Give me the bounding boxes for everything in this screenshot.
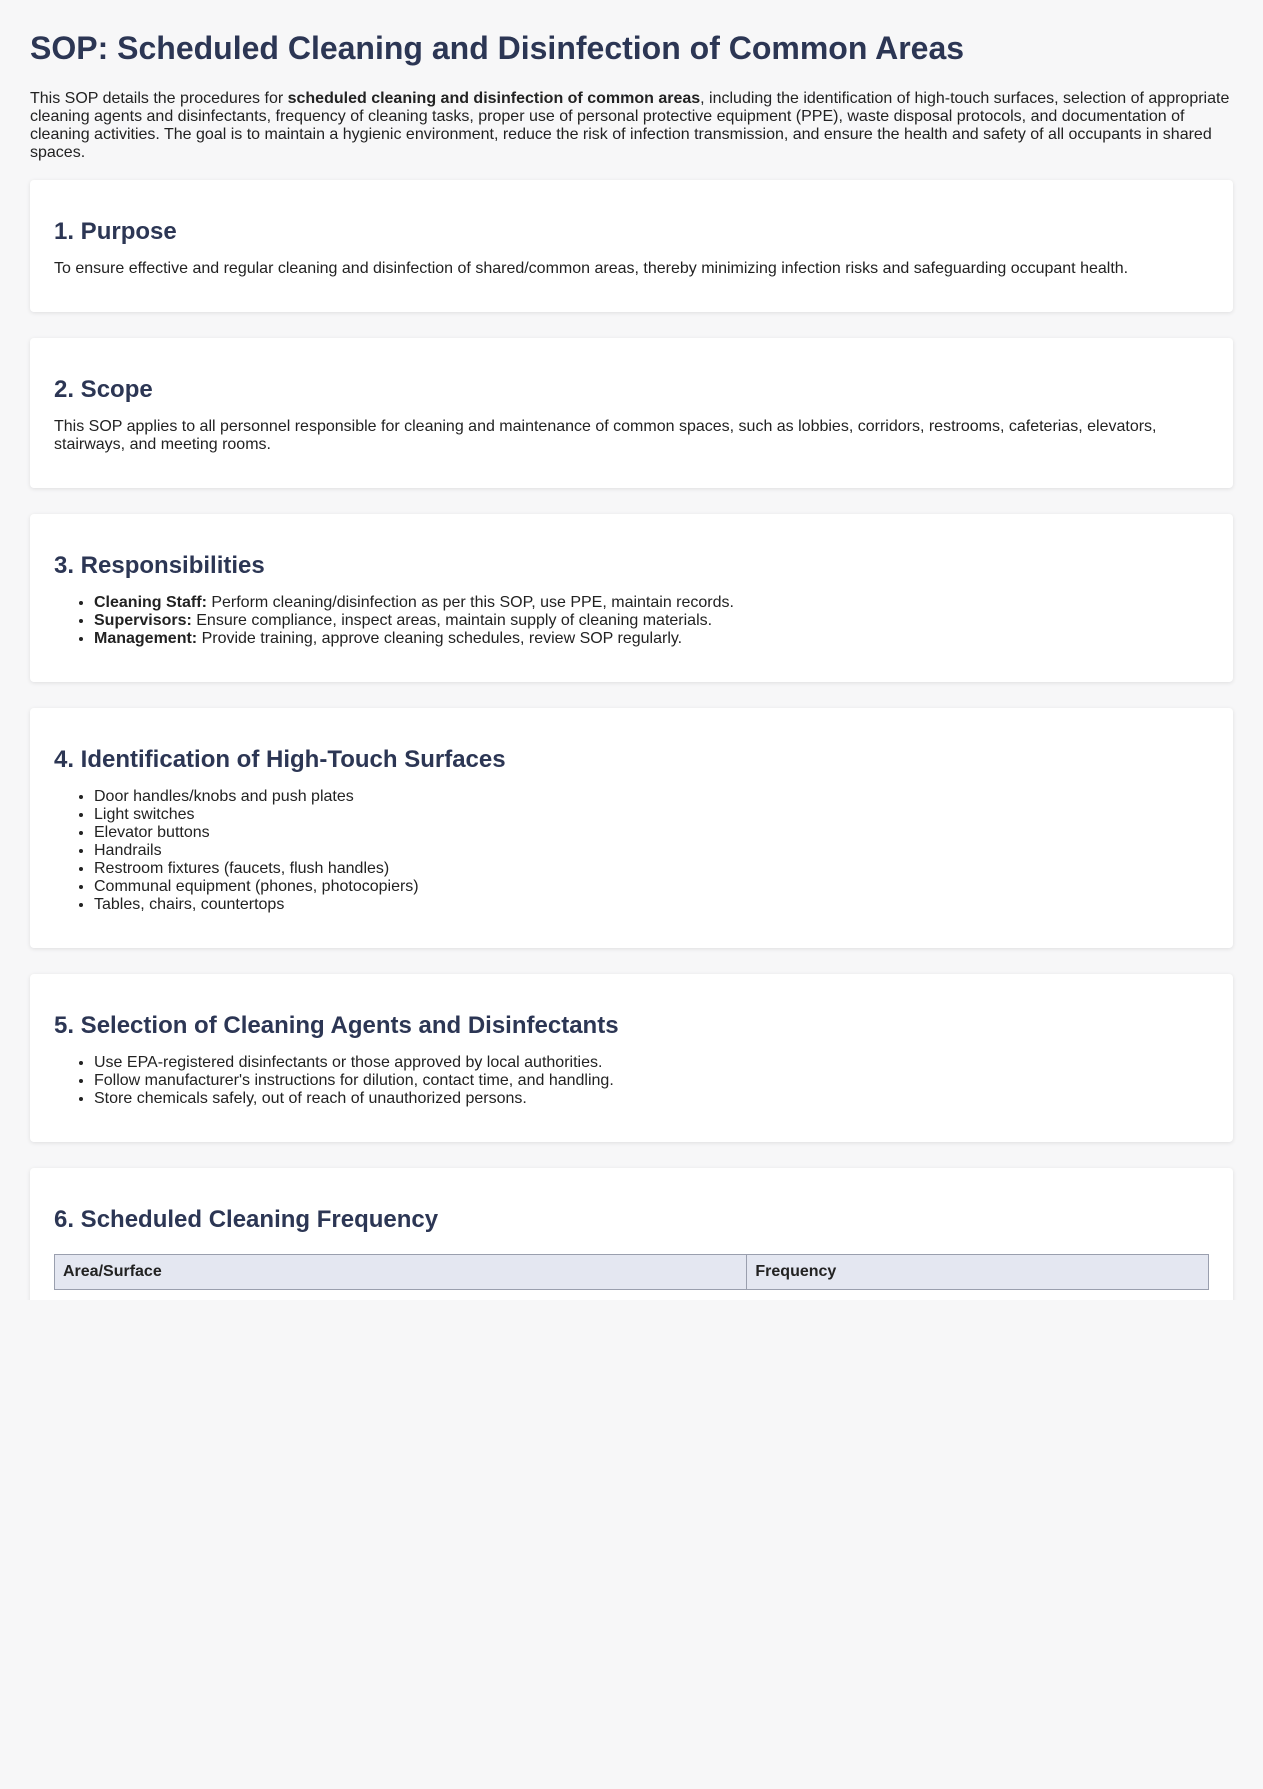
intro-paragraph — [30, 90, 1233, 162]
frequency-heading: 6. Scheduled Cleaning Frequency — [54, 1206, 439, 1233]
intro-text-end: , including the identification of high-touch surfaces, selection of appropriate cleaning agents and disinfectants, frequency of cleaning tasks, proper use of personal protective equipment (PPE), waste disposal protocols, and documentation of cleaning activities. The goal is to maintain a hygienic environment, reduce the risk of infection transmission, and ensure the health and safety of all occupants in shared spaces. — [30, 90, 1230, 161]
scope-text: This SOP applies to all personnel responsible for cleaning and maintenance of common spaces, such as lobbies, corridors, restrooms, cafeterias, elevators, stairways, and meeting rooms. — [54, 418, 1157, 453]
high-touch-section — [30, 708, 1233, 948]
list-item: • Elevator buttons — [94, 824, 1209, 842]
intro-text-start: This SOP details the procedures for — [30, 90, 288, 107]
role-label: Supervisors: — [94, 612, 192, 629]
agents-section — [30, 974, 1233, 1142]
purpose-section — [30, 180, 1233, 312]
list-item: • Restroom fixtures (faucets, flush handles) — [94, 860, 1209, 878]
frequency-section — [30, 1168, 1233, 1300]
responsibilities-list — [54, 594, 1209, 648]
role-duties: Provide training, approve cleaning schedules, review SOP regularly. — [197, 630, 683, 647]
purpose-heading: 1. Purpose — [54, 218, 177, 245]
role-label: Cleaning Staff: — [94, 594, 207, 611]
list-item: • Follow manufacturer's instructions for dilution, contact time, and handling. — [94, 1072, 1209, 1090]
table-header-row — [55, 1255, 1209, 1290]
responsibilities-heading: 3. Responsibilities — [54, 552, 265, 579]
purpose-text: To ensure effective and regular cleaning and disinfection of shared/common areas, thereby minimizing infection risks and safeguarding occupant health. — [54, 260, 1129, 277]
list-item — [94, 594, 1209, 612]
frequency-table — [54, 1254, 1209, 1290]
scope-heading: 2. Scope — [54, 376, 153, 403]
list-item — [94, 630, 1209, 648]
list-item: • Tables, chairs, countertops — [94, 896, 1209, 914]
role-duties: Ensure compliance, inspect areas, maintain supply of cleaning materials. — [191, 612, 713, 629]
column-header-frequency: Frequency — [747, 1255, 1209, 1290]
list-item: • Communal equipment (phones, photocopiers) — [94, 878, 1209, 896]
high-touch-list — [54, 788, 1209, 914]
list-item: • Handrails — [94, 842, 1209, 860]
high-touch-heading: 4. Identification of High-Touch Surfaces — [54, 746, 506, 773]
intro-emphasis: scheduled cleaning and disinfection of common areas — [287, 90, 701, 107]
column-header-area: Area/Surface — [55, 1255, 747, 1290]
list-item: • Store chemicals safely, out of reach of unauthorized persons. — [94, 1090, 1209, 1108]
list-item — [94, 612, 1209, 630]
list-item: • Use EPA-registered disinfectants or those approved by local authorities. — [94, 1054, 1209, 1072]
list-item: • Light switches — [94, 806, 1209, 824]
role-duties: Perform cleaning/disinfection as per this SOP, use PPE, maintain records. — [206, 594, 734, 611]
list-item: • Door handles/knobs and push plates — [94, 788, 1209, 806]
role-label: Management: — [94, 630, 198, 647]
agents-heading: 5. Selection of Cleaning Agents and Disinfectants — [54, 1012, 619, 1039]
responsibilities-section — [30, 514, 1233, 682]
page-title: SOP: Scheduled Cleaning and Disinfection of Common Areas — [30, 30, 965, 66]
scope-section — [30, 338, 1233, 488]
agents-list — [54, 1054, 1209, 1108]
